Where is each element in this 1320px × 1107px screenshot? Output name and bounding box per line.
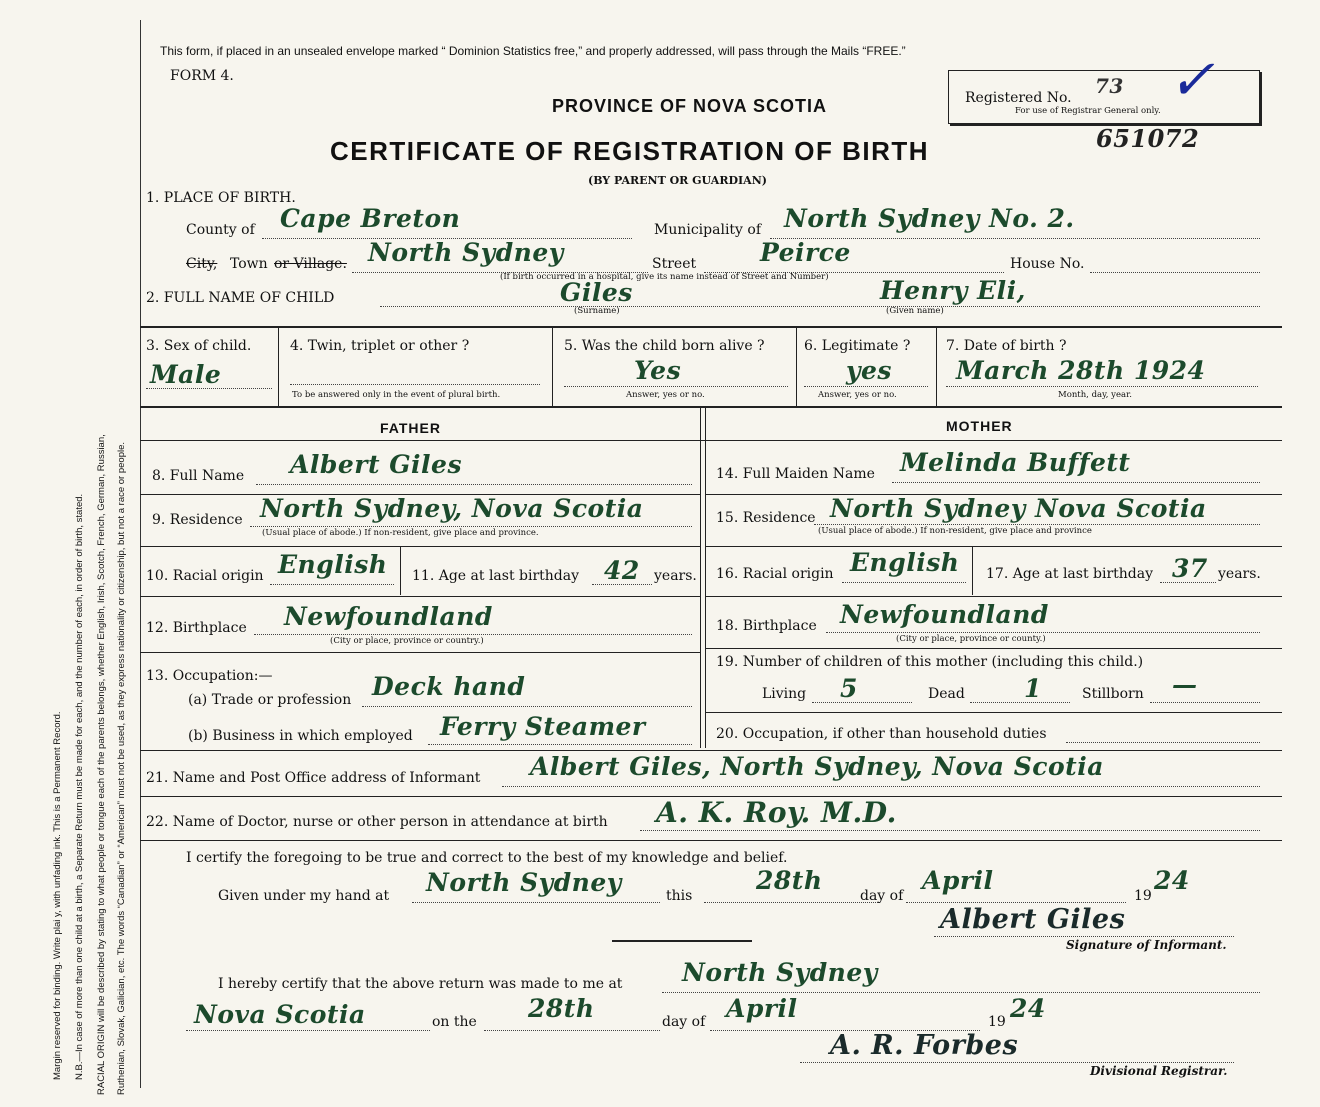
father-birthplace-label: 12. Birthplace — [146, 620, 247, 636]
registrar-year-suffix: 24 — [1010, 994, 1046, 1023]
father-age-value: 42 — [604, 556, 640, 585]
informant-value: Albert Giles, North Sydney, Nova Scotia — [530, 752, 1104, 781]
dob-caption: Month, day, year. — [1058, 390, 1132, 400]
this-label: this — [666, 888, 693, 904]
informant-signature: Albert Giles — [940, 904, 1126, 935]
mother-children-label: 19. Number of children of this mother (including this child.) — [716, 654, 1144, 670]
certificate-title: CERTIFICATE OF REGISTRATION OF BIRTH — [330, 136, 930, 166]
file-number: 651072 — [1096, 124, 1200, 153]
legitimate-label: 6. Legitimate ? — [804, 338, 911, 354]
mother-residence-label: 15. Residence — [716, 510, 816, 526]
dob-label: 7. Date of birth ? — [946, 338, 1067, 354]
mother-heading: MOTHER — [946, 418, 1013, 434]
registrar-place-2: Nova Scotia — [194, 1000, 366, 1029]
mail-notice: This form, if placed in an unsealed envelope marked “ Dominion Statistics free,” and properly addressed, will pass through the Mails “FREE.” — [160, 44, 906, 58]
doctor-label: 22. Name of Doctor, nurse or other person in attendance at birth — [146, 814, 608, 830]
mother-birthplace-value: Newfoundland — [840, 600, 1049, 629]
certify-day: 28th — [756, 866, 823, 895]
registrar-signature-caption: Divisional Registrar. — [1090, 1064, 1228, 1078]
form-number: FORM 4. — [170, 68, 234, 84]
mother-age-label: 17. Age at last birthday — [986, 566, 1154, 582]
surname-caption: (Surname) — [574, 306, 620, 316]
mother-name-value: Melinda Buffett — [900, 448, 1131, 477]
father-name-label: 8. Full Name — [152, 468, 245, 484]
given-label: Given under my hand at — [218, 888, 390, 904]
registrar-place-1: North Sydney — [682, 958, 878, 987]
given-caption: (Given name) — [886, 306, 944, 316]
place-heading: 1. PLACE OF BIRTH. — [146, 190, 296, 206]
mother-age-value: 37 — [1172, 554, 1208, 583]
registrar-day: 28th — [528, 994, 595, 1023]
father-residence-label: 9. Residence — [152, 512, 243, 528]
municipality-label: Municipality of — [654, 222, 762, 238]
margin-note-plural-birth: N.B.—In case of more than one child at a birth, a Separate Return must be made for each, and the number of each, in order of birth, stated. — [74, 493, 85, 1080]
registrar-on-the-label: on the — [432, 1014, 477, 1030]
alive-caption: Answer, yes or no. — [626, 390, 705, 400]
mother-name-label: 14. Full Maiden Name — [716, 466, 875, 482]
municipality-value: North Sydney No. 2. — [784, 204, 1075, 233]
child-surname: Giles — [560, 278, 633, 307]
street-value: Peirce — [760, 238, 851, 267]
father-age-unit: years. — [654, 568, 697, 584]
sex-value: Male — [150, 360, 222, 389]
father-birthplace-value: Newfoundland — [284, 602, 493, 631]
registrar-signature: A. R. Forbes — [830, 1030, 1019, 1061]
father-residence-caption: (Usual place of abode.) If non-resident, give place and province. — [262, 528, 539, 538]
village-label-struck: or Village. — [274, 256, 347, 272]
father-racial-label: 10. Racial origin — [146, 568, 264, 584]
mother-racial-label: 16. Racial origin — [716, 566, 834, 582]
mother-racial-value: English — [850, 548, 960, 577]
street-label: Street — [652, 256, 697, 272]
certify-year-prefix: 19 — [1134, 888, 1152, 904]
twin-caption: To be answered only in the event of plural birth. — [292, 390, 501, 400]
child-name-label: 2. FULL NAME OF CHILD — [146, 290, 335, 306]
father-business-label: (b) Business in which employed — [188, 728, 413, 744]
father-business-value: Ferry Steamer — [440, 712, 646, 741]
dead-value: 1 — [1024, 674, 1042, 703]
hospital-note: (If birth occurred in a hospital, give its name instead of Street and Number) — [500, 272, 829, 282]
margin-note-racial-origin-2: Ruthenian, Slovak, Galician, etc. The words “Canadian” or “American” must not be used, as they express nationality or citizenship, but not a race or people. — [116, 441, 127, 1095]
child-given-name: Henry Eli, — [880, 276, 1026, 305]
twin-label: 4. Twin, triplet or other ? — [290, 338, 470, 354]
doctor-value: A. K. Roy. M.D. — [656, 796, 897, 829]
registrar-month: April — [726, 994, 798, 1023]
registrar-note: For use of Registrar General only. — [1015, 106, 1161, 116]
province-title: PROVINCE OF NOVA SCOTIA — [552, 96, 828, 116]
county-label: County of — [186, 222, 255, 238]
father-trade-label: (a) Trade or profession — [188, 692, 352, 708]
house-label: House No. — [1010, 256, 1085, 272]
mother-age-unit: years. — [1218, 566, 1261, 582]
father-age-label: 11. Age at last birthday — [412, 568, 580, 584]
father-occupation-label: 13. Occupation:— — [146, 668, 273, 684]
stillborn-label: Stillborn — [1082, 686, 1144, 702]
certify-month: April — [922, 866, 994, 895]
town-label: Town — [230, 256, 268, 272]
living-label: Living — [762, 686, 807, 702]
mother-residence-value: North Sydney Nova Scotia — [830, 494, 1207, 523]
mother-birthplace-label: 18. Birthplace — [716, 618, 817, 634]
father-trade-value: Deck hand — [372, 672, 526, 701]
informant-signature-caption: Signature of Informant. — [1066, 938, 1227, 952]
alive-value: Yes — [634, 356, 682, 385]
father-birthplace-caption: (City or place, province or country.) — [330, 636, 484, 646]
city-label-struck: City, — [186, 256, 218, 272]
stillborn-value: — — [1172, 670, 1198, 699]
legitimate-caption: Answer, yes or no. — [818, 390, 897, 400]
father-heading: FATHER — [380, 420, 441, 436]
alive-label: 5. Was the child born alive ? — [564, 338, 765, 354]
registered-number: 73 — [1095, 74, 1124, 98]
registrar-day-of-label: day of — [662, 1014, 706, 1030]
registrar-year-prefix: 19 — [988, 1014, 1006, 1030]
father-racial-value: English — [278, 550, 388, 579]
certificate-subtitle: (BY PARENT OR GUARDIAN) — [588, 174, 767, 187]
mother-occupation-label: 20. Occupation, if other than household duties — [716, 726, 1047, 742]
father-name-value: Albert Giles — [290, 450, 463, 479]
dob-value: March 28th 1924 — [956, 356, 1206, 385]
living-value: 5 — [840, 674, 858, 703]
check-mark-icon: ✓ — [1168, 48, 1215, 113]
legitimate-value: yes — [846, 356, 893, 385]
certify-statement: I certify the foregoing to be true and correct to the best of my knowledge and belief. — [186, 850, 788, 866]
given-place: North Sydney — [426, 868, 622, 897]
informant-label: 21. Name and Post Office address of Informant — [146, 770, 481, 786]
margin-note-binding: Margin reserved for binding. Write plai y, with unfading ink. This is a Permanent Record. — [52, 711, 63, 1080]
certify-year-suffix: 24 — [1154, 866, 1190, 895]
town-value: North Sydney — [368, 238, 564, 267]
mother-residence-caption: (Usual place of abode.) If non-resident, give place and province — [818, 526, 1092, 536]
sex-label: 3. Sex of child. — [146, 338, 252, 354]
registrar-statement: I hereby certify that the above return was made to me at — [218, 976, 623, 992]
county-value: Cape Breton — [280, 204, 461, 233]
registered-label: Registered No. — [965, 90, 1072, 106]
dead-label: Dead — [928, 686, 965, 702]
margin-note-racial-origin-1: RACIAL ORIGIN will be described by stating to what people or tongue each of the parents belongs, whether English, Irish, Scotch, French, German, Russian, — [96, 434, 107, 1095]
mother-birthplace-caption: (City or place, province or county.) — [896, 634, 1046, 644]
certify-day-of-label: day of — [860, 888, 904, 904]
father-residence-value: North Sydney, Nova Scotia — [260, 494, 644, 523]
